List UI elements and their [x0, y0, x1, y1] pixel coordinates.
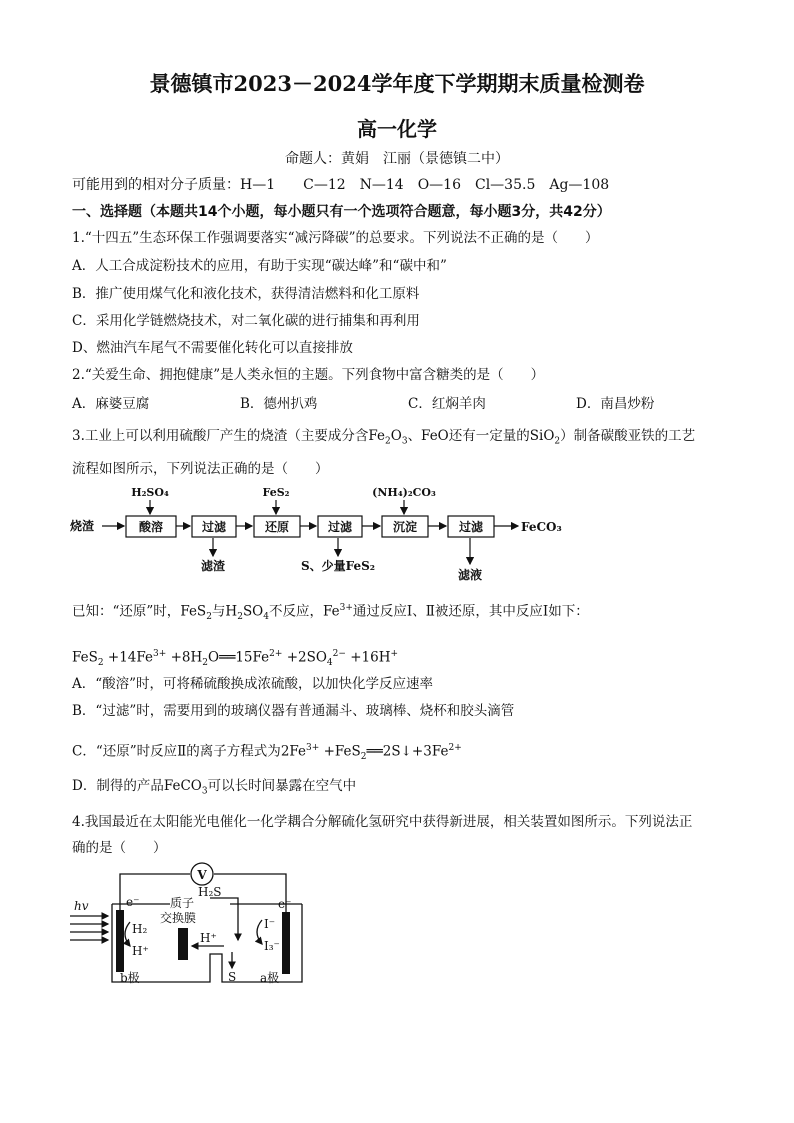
q4-stem-1: 4.我国最近在太阳能光电催化一化学耦合分解硫化氢研究中获得新进展，相关装置如图所示。下列说法正 [72, 814, 693, 830]
q3-option-c: C．“还原”时反应Ⅱ的离子方程式为$2Fe^{3+}$ $+FeS_2══2S↓+3Fe^{2+}$ [72, 743, 462, 763]
q2-option-d: D．南昌炒粉 [576, 396, 655, 412]
flow-step-5: 沉淀 [392, 520, 418, 534]
reagent-nh4co3: (NH₄)₂CO₃ [372, 486, 436, 499]
q3-option-b: B．“过滤”时，需要用到的玻璃仪器有普通漏斗、玻璃棒、烧杯和胶头滴管 [72, 703, 515, 719]
q2-stem: 2.“关爱生命、拥抱健康”是人类永恒的主题。下列食物中富含糖类的是（ ） [72, 367, 545, 383]
q3-known: 已知：“还原”时，FeS$_2$与$H_2SO_4$不反应，$Fe^{3+}$通过反应Ⅰ、Ⅱ被还原，其中反应Ⅰ如下： [72, 603, 589, 623]
waste-filtrate: 滤液 [457, 568, 483, 582]
iminus-label: I⁻ [264, 917, 276, 931]
q3-option-d: D．制得的产品FeCO$_3$可以长时间暴露在空气中 [72, 778, 357, 797]
flow-step-3: 还原 [264, 520, 290, 534]
exam-title: 景德镇市2023－2024学年度下学期期末质量检测卷 [149, 71, 645, 96]
b-pole-label: b极 [120, 971, 140, 985]
q4-cell-diagram [70, 860, 320, 1000]
membrane-label-2: 交换膜 [160, 911, 197, 925]
h2s-label: H₂S [198, 885, 222, 899]
electron-right-label: e⁻ [278, 897, 292, 911]
q3-stem-2: 流程如图所示，下列说法正确的是（ ） [72, 461, 329, 477]
reagent-h2so4: H₂SO₄ [131, 486, 169, 499]
q4-stem-2: 确的是（ ） [72, 840, 167, 856]
reagent-fes2: FeS₂ [262, 486, 290, 499]
q2-option-a: A．麻婆豆腐 [72, 396, 150, 412]
subject-title: 高一化学 [357, 117, 437, 141]
electrode-a [282, 912, 290, 974]
q3-flow-diagram [70, 484, 630, 584]
i3-label: I₃⁻ [264, 939, 280, 953]
hplus-right-label: H⁺ [200, 931, 217, 945]
atomic-masses: 可能用到的相对分子质量：H—1 C—12 N—14 O—16 Cl—35.5 Ag—108 [72, 177, 610, 193]
q1-option-c: C．采用化学链燃烧技术，对二氧化碳的进行捕集和再利用 [72, 313, 420, 329]
q3-stem: 3.工业上可以利用硫酸厂产生的烧渣（主要成分含$Fe_2O_3$、FeO还有一定量的SiO$_2$）制备碳酸亚铁的工艺 [72, 428, 696, 447]
light-label: hv [74, 899, 89, 913]
flow-output: FeCO₃ [521, 520, 562, 534]
h2-label: H₂ [132, 922, 148, 936]
voltmeter-label: V [197, 868, 207, 882]
q2-option-c: C．红焖羊肉 [408, 396, 486, 412]
section-heading: 一、选择题（本题共14个小题，每小题只有一个选项符合题意，每小题3分，共42分） [72, 204, 611, 220]
s-label: S [228, 970, 237, 984]
q1-option-b: B．推广使用煤气化和液化技术，获得清洁燃料和化工原料 [72, 286, 420, 302]
hplus-left-label: H⁺ [132, 944, 149, 958]
waste-sulfur: S、少量FeS₂ [300, 559, 376, 573]
q2-option-b: B．德州扒鸡 [240, 396, 318, 412]
q1-option-d: D、燃油汽车尾气不需要催化转化可以直接排放 [72, 340, 353, 356]
flow-step-6: 过滤 [458, 520, 484, 534]
flow-step-2: 过滤 [201, 520, 227, 534]
q1-option-a: A．人工合成淀粉技术的应用，有助于实现“碳达峰”和“碳中和” [72, 258, 447, 274]
q3-reaction-1: $FeS_2 +14Fe^{3+}$ $+8H_2O══15Fe^{2+} +2SO_4^{2-} +16H^+$ [72, 649, 399, 669]
electrode-b [116, 910, 124, 972]
a-pole-label: a极 [260, 971, 280, 985]
authors-line: 命题人：黄娟 江丽（景德镇二中） [285, 151, 509, 167]
q1-stem: 1.“十四五”生态环保工作强调要落实“减污降碳”的总要求。下列说法不正确的是（ ） [72, 230, 599, 246]
flow-step-1: 酸溶 [138, 520, 164, 534]
waste-residue: 滤渣 [200, 559, 226, 573]
q3-option-a: A．“酸溶”时，可将稀硫酸换成浓硫酸，以加快化学反应速率 [72, 676, 434, 692]
flow-input: 烧渣 [70, 519, 95, 533]
electron-left-label: e⁻ [126, 895, 140, 909]
membrane-label-1: 质子 [170, 896, 195, 910]
proton-membrane [178, 928, 188, 960]
flow-step-4: 过滤 [327, 520, 353, 534]
